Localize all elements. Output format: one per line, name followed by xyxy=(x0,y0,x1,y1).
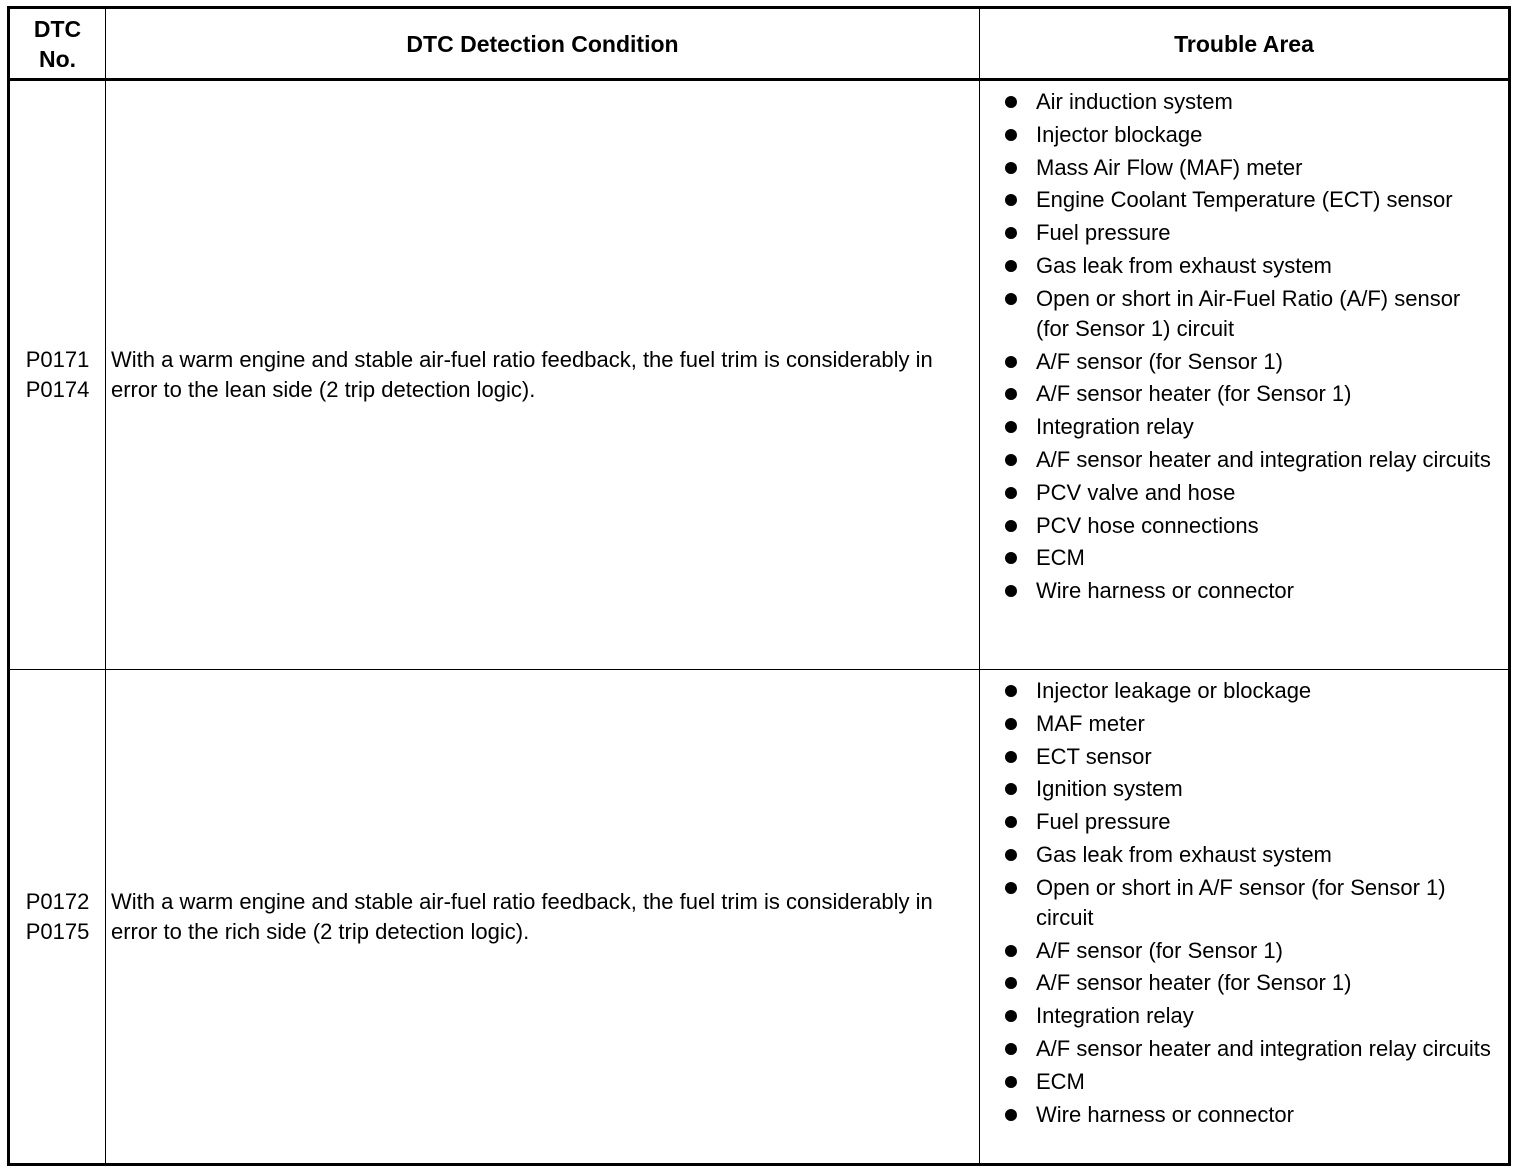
trouble-area-label: Integration relay xyxy=(1036,1003,1194,1029)
trouble-area-cell xyxy=(980,670,1510,1165)
trouble-area-item xyxy=(980,412,1498,442)
bullet-icon xyxy=(1005,454,1017,466)
trouble-area-label: Integration relay xyxy=(1036,414,1194,440)
trouble-area-label: Fuel pressure xyxy=(1036,220,1171,246)
trouble-area-item xyxy=(980,968,1498,998)
trouble-area-label: A/F sensor heater (for Sensor 1) xyxy=(1036,381,1352,407)
trouble-area-label: PCV valve and hose xyxy=(1036,479,1236,505)
trouble-area-label: A/F sensor heater and integration relay circuits xyxy=(1036,446,1491,472)
bullet-icon xyxy=(1005,487,1017,499)
trouble-area-item xyxy=(980,347,1498,377)
bullet-icon xyxy=(1005,1076,1017,1088)
trouble-area-label: Gas leak from exhaust system xyxy=(1036,252,1332,278)
trouble-area-label: Open or short in A/F sensor (for Sensor 1) circuit xyxy=(1036,874,1446,930)
header-dtc-no: DTC No. xyxy=(9,8,106,80)
bullet-icon xyxy=(1005,260,1017,272)
trouble-area-list xyxy=(980,676,1498,1130)
trouble-area-label: ECT sensor xyxy=(1036,743,1152,769)
detection-condition-text: With a warm engine and stable air-fuel ratio feedback, the fuel trim is considerably in error to the lean side (2 trip detection logic). xyxy=(106,80,980,670)
table-row xyxy=(9,670,1510,1165)
bullet-icon xyxy=(1005,162,1017,174)
trouble-area-item xyxy=(980,284,1498,344)
header-row xyxy=(9,8,1510,80)
bullet-icon xyxy=(1005,1043,1017,1055)
dtc-code: P0171 xyxy=(25,347,90,372)
trouble-area-item xyxy=(980,445,1498,475)
dtc-code: P0172 xyxy=(25,888,90,914)
bullet-icon xyxy=(1005,945,1017,957)
bullet-icon xyxy=(1005,293,1017,305)
table-header xyxy=(9,8,1510,80)
trouble-area-label: Fuel pressure xyxy=(1036,809,1171,835)
trouble-area-item xyxy=(980,1034,1498,1064)
dtc-code-cell xyxy=(9,670,106,1165)
trouble-area-label: Air induction system xyxy=(1036,89,1233,114)
trouble-area-label: ECM xyxy=(1036,1068,1085,1094)
bullet-icon xyxy=(1005,751,1017,763)
bullet-icon xyxy=(1005,227,1017,239)
trouble-area-label: A/F sensor (for Sensor 1) xyxy=(1036,937,1283,963)
trouble-area-item xyxy=(980,742,1498,772)
bullet-icon xyxy=(1005,977,1017,989)
trouble-area-label: A/F sensor (for Sensor 1) xyxy=(1036,348,1283,374)
trouble-area-item xyxy=(980,185,1498,215)
bullet-icon xyxy=(1005,96,1017,108)
bullet-icon xyxy=(1005,882,1017,894)
bullet-icon xyxy=(1005,585,1017,597)
trouble-area-label: Wire harness or connector xyxy=(1036,578,1294,604)
trouble-area-label: Mass Air Flow (MAF) meter xyxy=(1036,154,1303,180)
trouble-area-item xyxy=(980,379,1498,409)
trouble-area-item xyxy=(980,873,1498,933)
trouble-area-item xyxy=(980,251,1498,281)
bullet-icon xyxy=(1005,552,1017,564)
bullet-icon xyxy=(1005,718,1017,730)
trouble-area-item xyxy=(980,676,1498,706)
trouble-area-label: Wire harness or connector xyxy=(1036,1101,1294,1127)
trouble-area-item xyxy=(980,478,1498,508)
trouble-area-item xyxy=(980,543,1498,573)
bullet-icon xyxy=(1005,421,1017,433)
trouble-area-item xyxy=(980,576,1498,606)
trouble-area-label: A/F sensor heater and integration relay circuits xyxy=(1036,1035,1491,1061)
bullet-icon xyxy=(1005,194,1017,206)
trouble-area-cell xyxy=(980,80,1510,670)
trouble-area-label: PCV hose connections xyxy=(1036,512,1259,538)
header-detection-condition: DTC Detection Condition xyxy=(106,8,980,80)
bullet-icon xyxy=(1005,685,1017,697)
trouble-area-label: Injector blockage xyxy=(1036,121,1203,147)
bullet-icon xyxy=(1005,816,1017,828)
trouble-area-label: Engine Coolant Temperature (ECT) sensor xyxy=(1036,187,1453,213)
trouble-area-label: Ignition system xyxy=(1036,776,1183,802)
trouble-area-label: Gas leak from exhaust system xyxy=(1036,841,1332,867)
trouble-area-item xyxy=(980,153,1498,183)
trouble-area-label: MAF meter xyxy=(1036,710,1145,736)
trouble-area-item xyxy=(980,511,1498,541)
bullet-icon xyxy=(1005,520,1017,532)
trouble-area-item xyxy=(980,1067,1498,1097)
trouble-area-label: Open or short in Air-Fuel Ratio (A/F) sensor (for Sensor 1) circuit xyxy=(1036,285,1461,341)
trouble-area-item xyxy=(980,120,1498,150)
trouble-area-item xyxy=(980,840,1498,870)
trouble-area-label: Injector leakage or blockage xyxy=(1036,678,1312,703)
bullet-icon xyxy=(1005,356,1017,368)
table-row xyxy=(9,80,1510,670)
bullet-icon xyxy=(1005,1010,1017,1022)
trouble-area-item xyxy=(980,87,1498,117)
bullet-icon xyxy=(1005,1109,1017,1121)
bullet-icon xyxy=(1005,783,1017,795)
trouble-area-item xyxy=(980,936,1498,966)
trouble-area-item xyxy=(980,807,1498,837)
bullet-icon xyxy=(1005,388,1017,400)
dtc-code: P0175 xyxy=(25,918,90,944)
trouble-area-list xyxy=(980,87,1498,606)
bullet-icon xyxy=(1005,849,1017,861)
dtc-code: P0174 xyxy=(25,377,90,402)
trouble-area-label: A/F sensor heater (for Sensor 1) xyxy=(1036,970,1352,996)
trouble-area-item xyxy=(980,1001,1498,1031)
bullet-icon xyxy=(1005,129,1017,141)
trouble-area-item xyxy=(980,774,1498,804)
trouble-area-item xyxy=(980,218,1498,248)
trouble-area-item xyxy=(980,1100,1498,1130)
trouble-area-item xyxy=(980,709,1498,739)
header-trouble-area: Trouble Area xyxy=(980,8,1510,80)
dtc-table xyxy=(7,6,1511,1166)
detection-condition-text: With a warm engine and stable air-fuel ratio feedback, the fuel trim is considerably in error to the rich side (2 trip detection logic). xyxy=(106,670,980,1165)
table-body xyxy=(9,80,1510,1165)
dtc-code-cell xyxy=(9,80,106,670)
trouble-area-label: ECM xyxy=(1036,545,1085,571)
